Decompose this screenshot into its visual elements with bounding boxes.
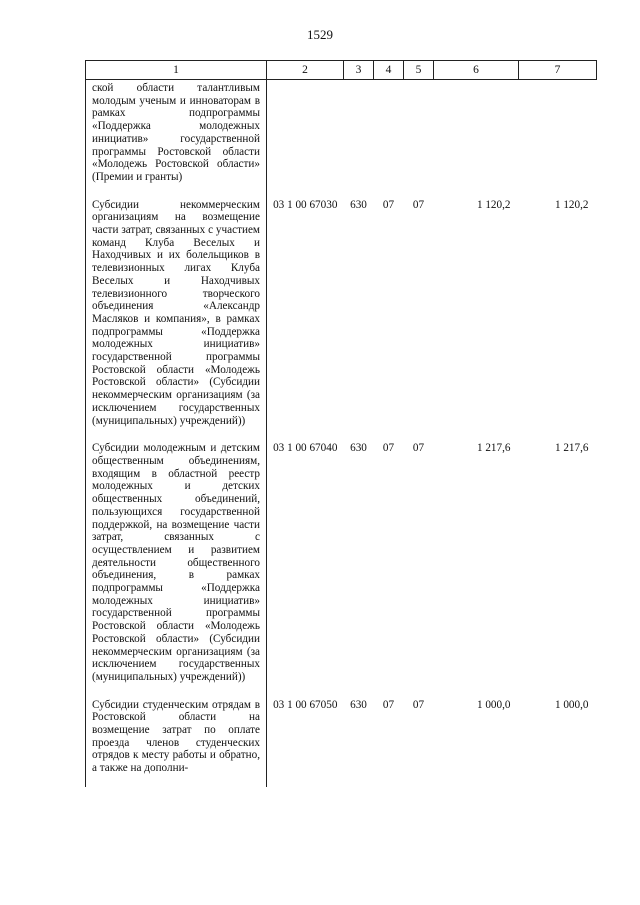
header-col-3: 3	[344, 61, 374, 80]
row-target-code	[267, 80, 344, 196]
row-amount-1: 1 217,6	[476, 442, 511, 455]
table-row	[86, 196, 597, 440]
header-col-4: 4	[374, 61, 404, 80]
header-col-1: 1	[86, 61, 267, 80]
header-col-5: 5	[404, 61, 434, 80]
header-col-7: 7	[519, 61, 597, 80]
table-row	[86, 696, 597, 787]
header-col-2: 2	[267, 61, 344, 80]
table-row	[86, 80, 597, 196]
row-description: Субсидии студенческим отрядам в Ростовской области на возмещение затрат по оплате проезда членов студенческих отрядов к месту работы и обратно, а также на дополни-	[86, 696, 267, 787]
page-number: 1529	[307, 27, 333, 42]
row-description: ской области талантливым молодым ученым и инноваторам в рамках подпрограммы «Поддержка молодежных инициатив» государственной программы Ростовской области «Молодежь Ростовской области» (Премии и гранты)	[86, 80, 267, 196]
row-expense-type: 630	[350, 198, 367, 211]
table-row	[86, 439, 597, 695]
row-subsection	[404, 80, 434, 196]
row-amount-1: 1 000,0	[476, 698, 511, 711]
row-expense-type: 630	[350, 442, 367, 455]
budget-table	[85, 60, 597, 787]
row-subsection: 07	[412, 198, 425, 211]
header-col-6: 6	[434, 61, 519, 80]
row-section: 07	[382, 698, 395, 711]
header-row	[86, 61, 597, 80]
row-section: 07	[382, 198, 395, 211]
row-target-code: 03 1 00 67050	[273, 698, 338, 711]
row-target-code: 03 1 00 67040	[273, 442, 338, 455]
row-expense-type: 630	[350, 698, 367, 711]
row-section: 07	[382, 442, 395, 455]
row-expense-type	[344, 80, 374, 196]
row-subsection: 07	[412, 698, 425, 711]
row-amount-1	[434, 80, 519, 196]
row-amount-2: 1 120,2	[554, 198, 589, 211]
row-section	[374, 80, 404, 196]
row-amount-2: 1 000,0	[554, 698, 589, 711]
row-target-code: 03 1 00 67030	[273, 198, 338, 211]
row-amount-1: 1 120,2	[476, 198, 511, 211]
row-subsection: 07	[412, 442, 425, 455]
row-description: Субсидии некоммерческим организациям на возмещение части затрат, связанных с участием команд Клуба Веселых и Находчивых и их болельщиков в телевизионных лигах Клуба Веселых и Находчивых телевизионного творческого объединения «Александр Масляков и компания», в рамках подпрограммы «Поддержка молодежных инициатив» государственной программы Ростовской области «Молодежь Ростовской области» (Субсидии некоммерческим организациям (за исключением государственных (муниципальных) учреждений))	[86, 196, 267, 440]
row-description: Субсидии молодежным и детским общественным объединениям, входящим в областной реестр молодежных и детских общественных объединений, пользующихся государственной поддержкой, на возмещение части затрат, связанных с осуществлением и развитием деятельности общественного объединения, в рамках подпрограммы «Поддержка молодежных инициатив» государственной программы Ростовской области «Молодежь Ростовской области» (Субсидии некоммерческим организациям (за исключением государственных (муниципальных) учреждений))	[86, 439, 267, 695]
row-amount-2: 1 217,6	[554, 442, 589, 455]
row-amount-2	[519, 80, 597, 196]
